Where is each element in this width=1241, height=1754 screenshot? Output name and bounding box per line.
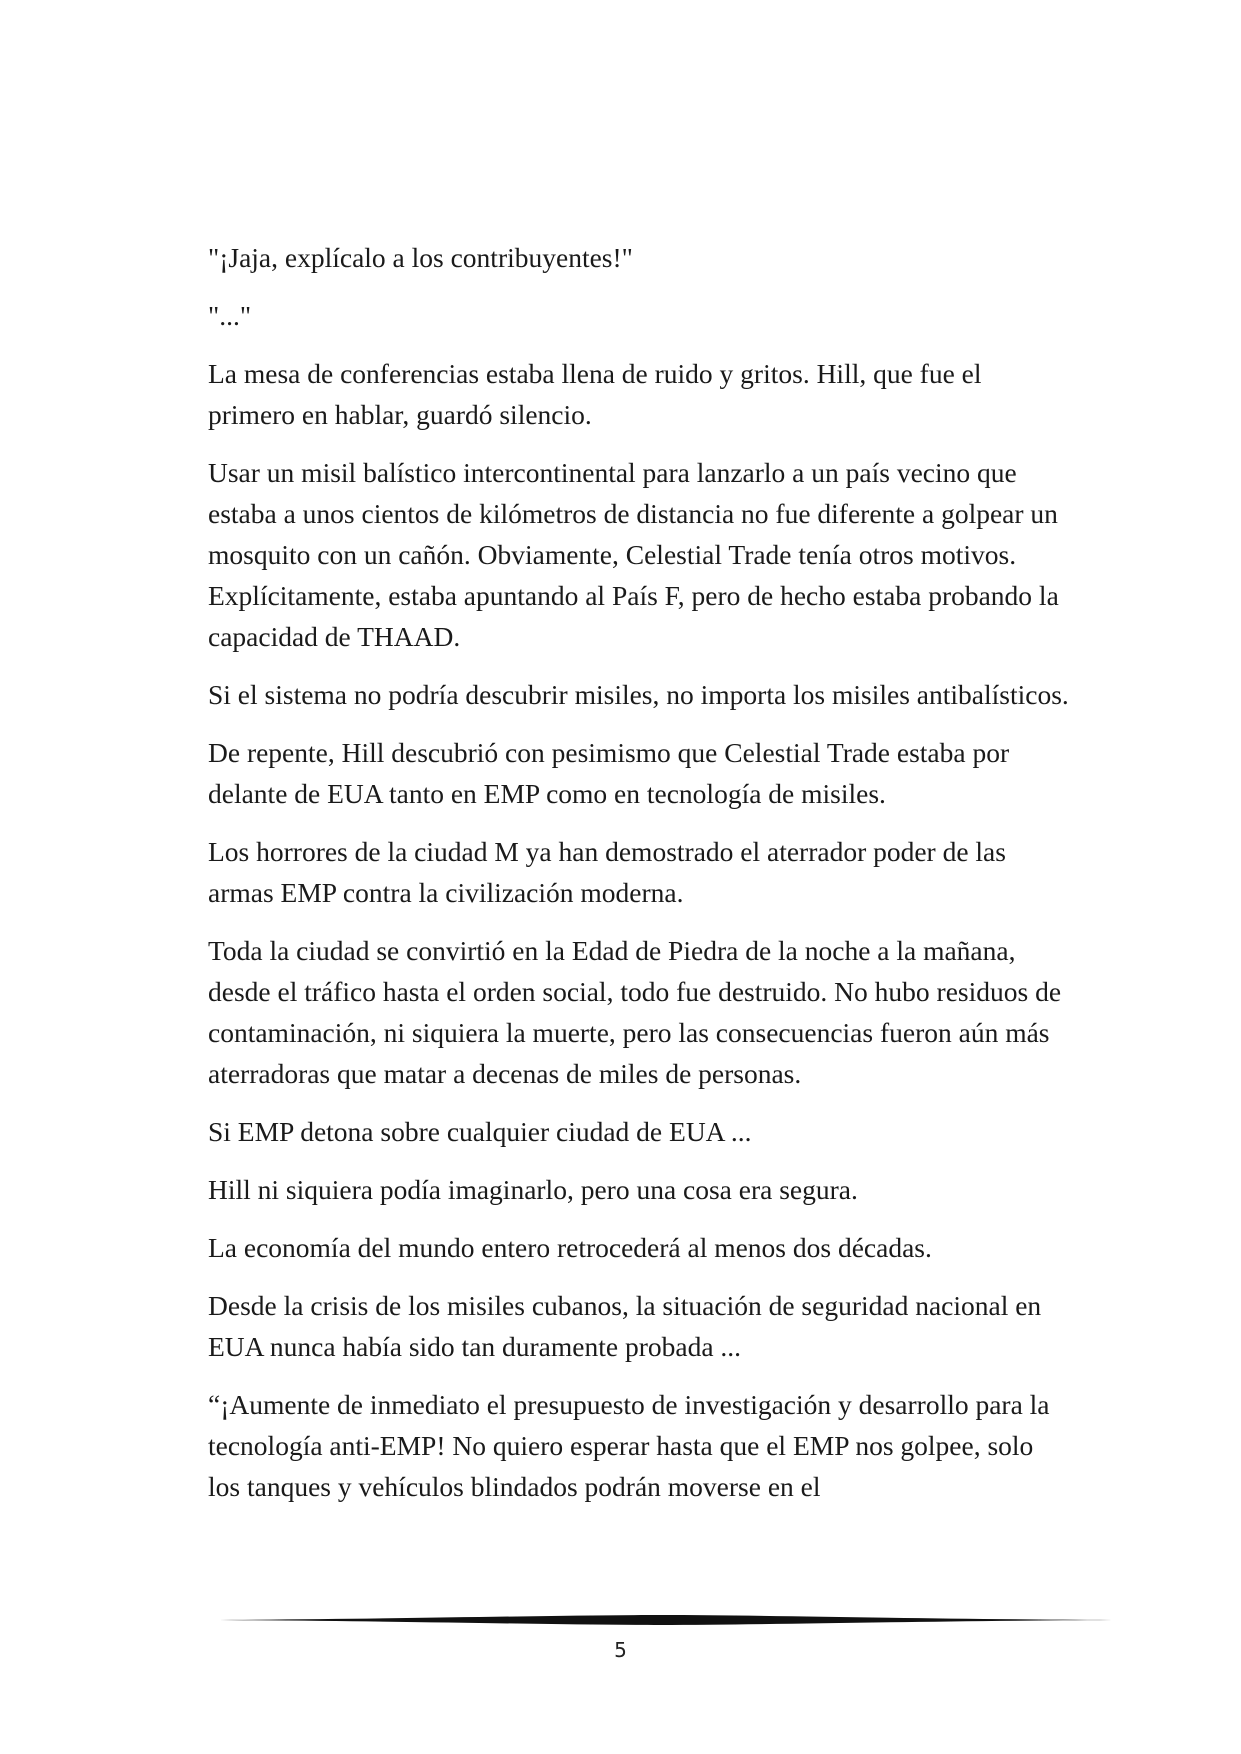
body-text xyxy=(208,237,1070,1524)
paragraph: Los horrores de la ciudad M ya han demostrado el aterrador poder de las armas EMP contra la civilización moderna. xyxy=(208,836,1006,908)
paragraph: "..." xyxy=(208,300,252,331)
page-number: 5 xyxy=(614,1638,627,1662)
paragraph: Toda la ciudad se convirtió en la Edad de Piedra de la noche a la mañana, desde el tráfico hasta el orden social, todo fue destruido. No hubo residuos de contaminación, ni siquiera la muerte, pero las consecuencias fueron aún más aterradoras que matar a decenas de miles de personas. xyxy=(208,935,1062,1089)
paragraph: Si el sistema no podría descubrir misiles, no importa los misiles antibalísticos. xyxy=(208,679,1069,710)
paragraph: Si EMP detona sobre cualquier ciudad de EUA ... xyxy=(208,1116,752,1147)
paragraph: La economía del mundo entero retrocederá al menos dos décadas. xyxy=(208,1232,932,1263)
paragraph: “¡Aumente de inmediato el presupuesto de investigación y desarrollo para la tecnología anti-EMP! No quiero esperar hasta que el EMP nos golpee, solo los tanques y vehículos blindados podrán moverse en el xyxy=(208,1389,1050,1502)
paragraph: "¡Jaja, explícalo a los contribuyentes!" xyxy=(208,242,633,273)
paragraph: De repente, Hill descubrió con pesimismo que Celestial Trade estaba por delante de EUA tanto en EMP como en tecnología de misiles. xyxy=(208,737,1010,809)
footer-divider xyxy=(208,1614,1112,1626)
paragraph: Desde la crisis de los misiles cubanos, la situación de seguridad nacional en EUA nunca había sido tan duramente probada ... xyxy=(208,1290,1042,1362)
paragraph: Hill ni siquiera podía imaginarlo, pero una cosa era segura. xyxy=(208,1174,858,1205)
paragraph: La mesa de conferencias estaba llena de ruido y gritos. Hill, que fue el primero en hablar, guardó silencio. xyxy=(208,358,982,430)
paragraph: Usar un misil balístico intercontinental para lanzarlo a un país vecino que estaba a unos cientos de kilómetros de distancia no fue diferente a golpear un mosquito con un cañón. Obviamente, Celestial Trade tenía otros motivos. Explícitamente, estaba apuntando al País F, pero de hecho estaba probando la capacidad de THAAD. xyxy=(208,457,1059,652)
